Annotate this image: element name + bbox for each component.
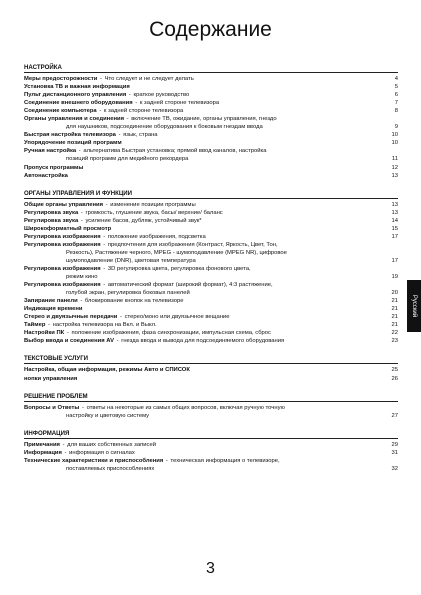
toc-entry-page: 26 (391, 375, 398, 382)
toc-entry-page: 22 (391, 330, 398, 337)
toc-entry-page: 31 (391, 449, 398, 456)
toc-entry-description: положение изображения, подсветка (107, 233, 206, 240)
toc-entry-title: Регулировка звука (24, 209, 79, 216)
toc-entry (24, 337, 398, 345)
toc-entry (24, 297, 398, 305)
toc-entry-page: 21 (391, 314, 398, 321)
toc-entry-page: 21 (391, 298, 398, 305)
toc-entry-separator: - (101, 265, 107, 272)
toc-entry-separator: - (62, 449, 69, 456)
toc-entry-text (24, 91, 384, 99)
toc-entry-continuation-text: голубой экран, регулировка боковых панелей (66, 290, 190, 297)
toc-entry (24, 225, 398, 233)
toc-entry-continuation-text: для наушников, подсоединение оборудования к боковым гнездам ввода (66, 124, 263, 131)
toc-entry-separator: - (114, 338, 121, 345)
toc-entry-separator: - (118, 314, 124, 321)
toc-entry (24, 83, 398, 91)
section-gap (24, 383, 398, 391)
toc-entry-continuation (24, 289, 398, 297)
toc-entry-title: Вопросы и Ответы (24, 404, 80, 411)
toc-entry-page: 6 (394, 92, 398, 99)
toc-entry-separator: - (46, 322, 52, 329)
toc-entry-title: нопки управления (24, 375, 78, 382)
toc-entry-text (24, 147, 384, 155)
toc-entry (24, 209, 398, 217)
toc-entry-text (24, 107, 384, 115)
toc-entry-description: предпочтения для изображения (Контраст, Яркость, Цвет, Тон, (107, 241, 278, 248)
toc-entry (24, 75, 398, 83)
toc-entry (24, 115, 398, 123)
toc-entry (24, 241, 398, 249)
toc-entry-separator: - (79, 209, 85, 216)
toc-entry-page: 21 (391, 322, 398, 329)
toc-entry-separator: - (60, 441, 67, 448)
toc-entry-page-empty (384, 241, 398, 249)
toc-entry-description: включение ТВ, ожидание, органы управления, гнездо (131, 116, 277, 123)
toc-entry-continuation (24, 123, 398, 131)
toc-entry-page: 23 (391, 338, 398, 345)
toc-entry (24, 321, 398, 329)
toc-entry-continuation (24, 465, 398, 473)
toc-entry-page: 13 (391, 209, 398, 216)
toc-entry-description: краткое руководство (133, 92, 190, 99)
toc-entry-separator: - (104, 201, 110, 208)
toc-entry-title: Автонастройка (24, 172, 68, 179)
toc-entry-text (24, 225, 384, 233)
toc-entry-page: 20 (391, 290, 398, 297)
toc-entry-page: 17 (391, 233, 398, 240)
toc-entry-text (24, 75, 384, 83)
toc-entry (24, 404, 398, 412)
toc-entry-page: 13 (391, 201, 398, 208)
toc-entry-page: 9 (394, 124, 398, 131)
toc-entry-separator: - (101, 282, 107, 289)
toc-entry-page: 19 (391, 274, 398, 281)
toc-entry-description: положение изображения, фаза синхронизации, импульсная схема, сброс (71, 330, 271, 337)
toc-entry-page: 15 (391, 225, 398, 232)
toc-entry-separator: - (77, 148, 83, 155)
toc-entry-continuation (24, 273, 398, 281)
toc-entry-page-empty (384, 265, 398, 273)
toc-entry-text (24, 297, 384, 305)
toc-entry-title: Таймер (24, 322, 46, 329)
section-gap (24, 420, 398, 428)
toc-entry-description: альтернатива Быстрая установка; прямой ввод каналов, настройка (83, 148, 267, 155)
toc-entry-description: к задней стороне телевизора (103, 108, 184, 115)
toc-entry-title: Ручная настройка (24, 148, 77, 155)
toc-entry-continuation (24, 249, 398, 257)
toc-entry-page: 12 (391, 164, 398, 171)
toc-entry-description: язык, страна (123, 132, 158, 139)
toc-entry-page-empty (384, 281, 398, 289)
toc-entry-page: 25 (391, 367, 398, 374)
section-heading: ТЕКСТОВЫЕ УСЛУГИ (24, 353, 398, 364)
toc-entry (24, 107, 398, 115)
toc-entry-text (24, 265, 384, 273)
section-gap (24, 180, 398, 188)
toc-entry (24, 281, 398, 289)
toc-entry-description: громкость, глушение звука, басы/ верхние/ баланс (85, 209, 223, 216)
toc-entry-title: Соединение внешнего оборудования (24, 100, 133, 107)
toc-entry-continuation (24, 155, 398, 163)
toc-entry-description: Что следует и не следует делать (104, 76, 194, 82)
toc-entry-text (24, 201, 384, 209)
toc-entry (24, 449, 398, 457)
toc-entry-title: Быстрая настройка телевизора (24, 132, 116, 139)
language-tab (407, 280, 421, 332)
toc-entry-page: 17 (391, 257, 398, 264)
toc-entry-description: 3D регулировка цвета, регулировка фонового цвета, (107, 265, 251, 272)
toc-entry (24, 201, 398, 209)
toc-entry-text (24, 441, 384, 449)
toc-entry-separator: - (80, 404, 86, 411)
toc-entry-title: Выбор ввода и соединения AV (24, 338, 114, 345)
toc-entry-continuation-text: позиций программ для медийного рекордера (66, 156, 189, 163)
section-heading: ИНФОРМАЦИЯ (24, 428, 398, 439)
toc-entry-separator: - (65, 330, 71, 337)
toc-entry-separator: - (116, 132, 123, 139)
toc-entry-text (24, 115, 384, 123)
toc-entry-description: для ваших собственных записей (67, 441, 156, 448)
toc-entry-page: 5 (394, 84, 398, 91)
toc-entry-page: 7 (394, 100, 398, 107)
section-heading: ОРГАНЫ УПРАВЛЕНИЯ И ФУНКЦИИ (24, 188, 398, 199)
toc-entry-page: 14 (391, 217, 398, 224)
toc-entry-text (24, 404, 384, 412)
language-tab-label: Русский (411, 294, 418, 318)
toc-entry-page-empty (384, 115, 398, 123)
toc-entry (24, 375, 398, 383)
toc-entry-title: Органы управления и соединения (24, 116, 124, 123)
section-heading: РЕШЕНИЕ ПРОБЛЕМ (24, 391, 398, 402)
toc-entry-page-empty (384, 147, 398, 155)
toc-entry (24, 99, 398, 107)
toc-entry (24, 172, 398, 180)
toc-entry-description: изменение позиции программы (110, 201, 196, 208)
section-heading: НАСТРОЙКА (24, 62, 398, 73)
toc-entry-text (24, 99, 384, 107)
toc-entry-page: 8 (394, 108, 398, 115)
toc-entry-title: Регулировка звука (24, 217, 79, 224)
toc-entry-description: блокирование кнопок на телевизоре (84, 298, 184, 305)
toc-entry-separator: - (101, 233, 107, 240)
toc-entry (24, 329, 398, 337)
toc-entry (24, 305, 398, 313)
toc-entry-title: Регулировка изображения (24, 282, 101, 289)
toc-entry-description: усиление басов, дубляж, устойчивый звук* (85, 217, 202, 224)
toc-entry-page: 21 (391, 306, 398, 313)
toc-entry (24, 217, 398, 225)
toc-entry-text (24, 172, 384, 180)
toc-entry-title: Регулировка изображения (24, 241, 101, 248)
toc-entry-page: 11 (391, 156, 398, 163)
toc-entry-title: Индикация времени (24, 306, 83, 313)
toc-entry-title: Пульт дистанционного управления (24, 92, 127, 99)
toc-entry (24, 131, 398, 139)
toc-entry-description: техническая информация о телевизоре, (170, 457, 280, 464)
toc-entry-text (24, 241, 384, 249)
toc-entry-continuation-text: шумоподавление (DNR), цветовая температура (66, 257, 196, 264)
toc-entry-title: Настройки ПК (24, 330, 65, 337)
toc-entry-page: 10 (391, 140, 398, 147)
toc-entry-description: гнезда ввода и вывода для подсоединяемого оборудования (121, 338, 285, 345)
toc-entry-separator: - (164, 457, 170, 464)
toc-entry-page: 4 (394, 76, 398, 82)
toc-entry-text (24, 233, 384, 241)
toc-entry (24, 139, 398, 147)
toc-entry-description: автоматический формат (широкий формат), 4:3 растяжение, (107, 282, 273, 289)
toc-entry-description: информация о сигналах (69, 449, 135, 456)
toc-entry-title: Пропуск программы (24, 164, 84, 171)
toc-entry-text (24, 209, 384, 217)
toc-entry-title: Соединение компьютера (24, 108, 97, 115)
toc-entry-page: 27 (391, 412, 398, 419)
toc-entry-continuation-text: Резкость), Растяжение черного, MPEG - шумоподавление (MPEG NR), цифровое (66, 249, 287, 256)
toc-entry-continuation (24, 257, 398, 265)
toc-entry-title: Меры предосторожности (24, 76, 98, 82)
toc-entry-text (24, 337, 384, 345)
toc-entry-continuation-text: режим кино (66, 274, 98, 281)
toc-entry-page: 13 (391, 172, 398, 179)
toc-entry-text (24, 329, 384, 337)
toc-entry-title: Информация (24, 449, 62, 456)
toc-entry-separator: - (125, 116, 131, 123)
toc-entry-separator: - (133, 100, 139, 107)
toc-entry-text (24, 375, 384, 383)
toc-entry (24, 265, 398, 273)
toc-entry-text (24, 164, 384, 172)
toc-entry-description: стерео/моно или двуязычное вещание (124, 314, 230, 321)
toc-entry-separator: - (78, 298, 84, 305)
toc-entry-separator: - (97, 108, 103, 115)
toc-entry-text (24, 217, 384, 225)
toc-entry-page-empty (384, 457, 398, 465)
toc-entry-title: Регулировка изображения (24, 265, 101, 272)
toc-entry-title: Настройка, общая информация, режимы Авто и СПИСОК (24, 367, 190, 374)
toc-entry-text (24, 321, 384, 329)
toc-entry-title: Установка ТВ и важная информация (24, 84, 130, 91)
toc-entry-text (24, 313, 384, 321)
toc-entry-separator: - (79, 217, 85, 224)
toc-entry-page: 10 (391, 132, 398, 139)
toc-entry-separator: - (98, 76, 104, 82)
toc-entry-page: 29 (391, 441, 398, 448)
toc-entry-title: Регулировка изображения (24, 233, 101, 240)
toc-entry-page-empty (384, 249, 398, 257)
toc-entry (24, 164, 398, 172)
toc-entry (24, 366, 398, 374)
toc-entry-continuation (24, 412, 398, 420)
toc-entry-page-empty (384, 404, 398, 412)
toc-entry (24, 147, 398, 155)
toc-entry-title: Технические характеристики и приспособления (24, 457, 164, 464)
table-of-contents (24, 62, 398, 473)
toc-entry-text (24, 449, 384, 457)
page-number: 3 (206, 560, 215, 577)
toc-entry-title: Общие органы управления (24, 201, 104, 208)
toc-entry-title: Стерео и двуязычные передачи (24, 314, 118, 321)
toc-entry-separator: - (127, 92, 133, 99)
toc-entry-text (24, 281, 384, 289)
section-gap (24, 345, 398, 353)
toc-entry-page: 32 (391, 465, 398, 472)
toc-entry-description: настройка телевизора на Вкл. и Выкл. (52, 322, 157, 329)
toc-entry-text (24, 139, 384, 147)
toc-entry-title: Примечания (24, 441, 60, 448)
toc-entry (24, 457, 398, 465)
toc-entry-text (24, 366, 384, 374)
toc-entry-text (24, 305, 384, 313)
toc-entry-text (24, 83, 384, 91)
toc-entry (24, 91, 398, 99)
toc-entry-text (24, 457, 384, 465)
toc-entry-text (24, 131, 384, 139)
toc-entry-title: Запирание панели (24, 298, 78, 305)
toc-entry-separator: - (101, 241, 107, 248)
toc-entry (24, 313, 398, 321)
toc-entry-description: к задней стороне телевизора (139, 100, 220, 107)
toc-entry-title: Широкоформатный просмотр (24, 225, 112, 232)
toc-entry-title: Упорядочение позиций программ (24, 140, 122, 147)
toc-entry (24, 233, 398, 241)
toc-entry-description: ответы на некоторые из самых общих вопросов, включая ручную точную (86, 404, 285, 411)
toc-entry (24, 441, 398, 449)
page-title: Содержание (149, 18, 272, 41)
toc-entry-continuation-text: настройку и цветовую систему (66, 412, 150, 419)
toc-entry-continuation-text: поставляемых приспособлениях (66, 465, 155, 472)
